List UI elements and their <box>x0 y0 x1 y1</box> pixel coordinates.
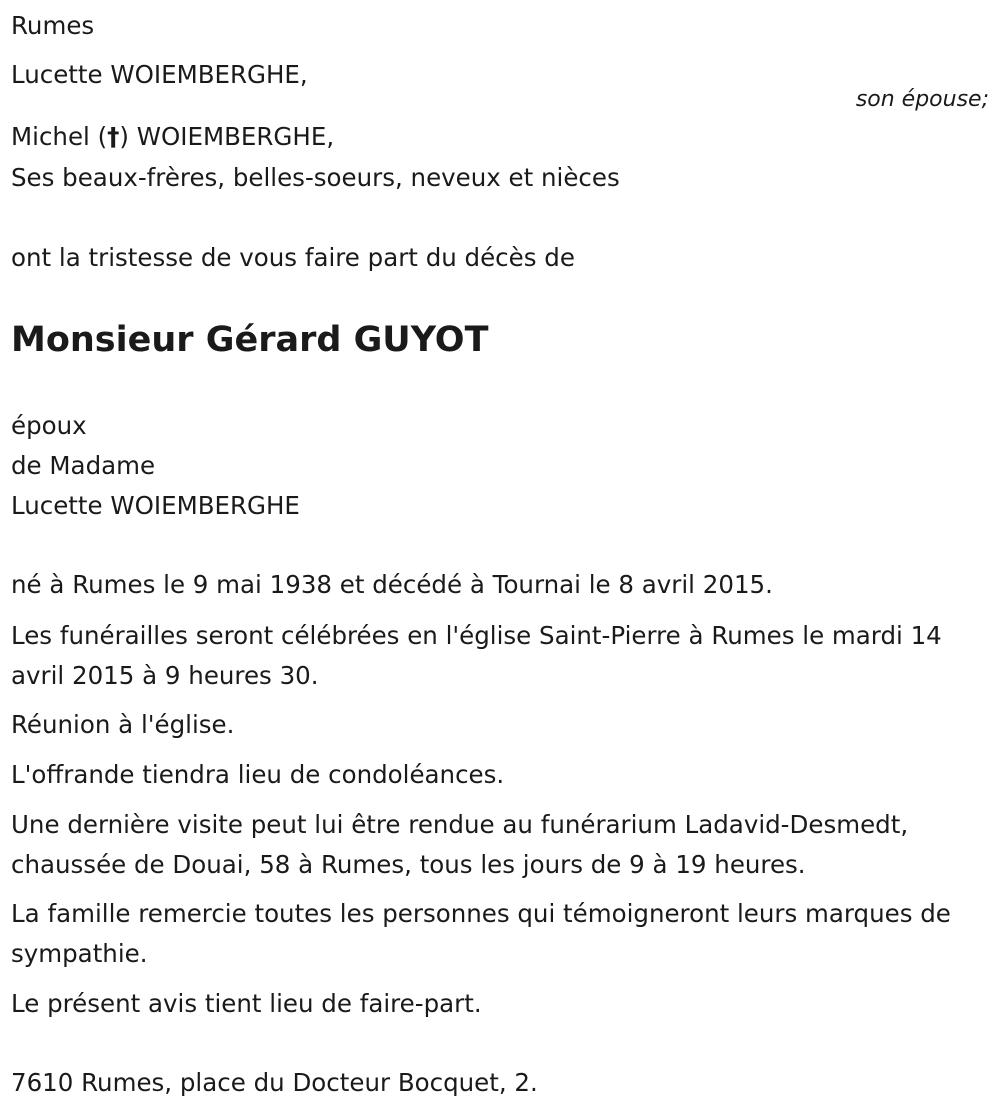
notice-info: Le présent avis tient lieu de faire-part. <box>11 989 482 1018</box>
visit-info: Une dernière visite peut lui être rendue au funérarium Ladavid-Desmedt, chaussée de Douai, 58 à Rumes, tous les jours de 9 à 19 heures. <box>11 810 909 879</box>
offering-info: L'offrande tiendra lieu de condoléances. <box>11 760 505 789</box>
sibling-suffix: ) WOIEMBERGHE, <box>119 122 335 151</box>
relatives: Ses beaux-frères, belles-soeurs, neveux et nièces <box>11 163 620 192</box>
deceased-relation-of: de Madame <box>11 451 156 480</box>
deceased-spouse: Lucette WOIEMBERGHE <box>11 491 300 520</box>
thanks-info: La famille remercie toutes les personnes qui témoigneront leurs marques de sympathie. <box>11 899 951 968</box>
funeral-info: Les funérailles seront célébrées en l'église Saint-Pierre à Rumes le mardi 14 avril 2015 à 9 heures 30. <box>11 621 942 690</box>
deceased-relation: époux <box>11 411 87 440</box>
sibling-prefix: Michel ( <box>11 122 108 151</box>
spouse-role: son épouse; <box>855 87 989 112</box>
town: Rumes <box>11 11 95 40</box>
sibling-name <box>11 117 334 157</box>
address: 7610 Rumes, place du Docteur Bocquet, 2. <box>11 1068 538 1097</box>
deceased-name: Monsieur Gérard GUYOT <box>11 320 489 360</box>
announcement: ont la tristesse de vous faire part du décès de <box>11 243 575 272</box>
spouse-name: Lucette WOIEMBERGHE, <box>11 60 308 89</box>
birth-death: né à Rumes le 9 mai 1938 et décédé à Tournai le 8 avril 2015. <box>11 570 773 599</box>
meeting-info: Réunion à l'église. <box>11 710 235 739</box>
cross-icon: † <box>107 122 120 151</box>
